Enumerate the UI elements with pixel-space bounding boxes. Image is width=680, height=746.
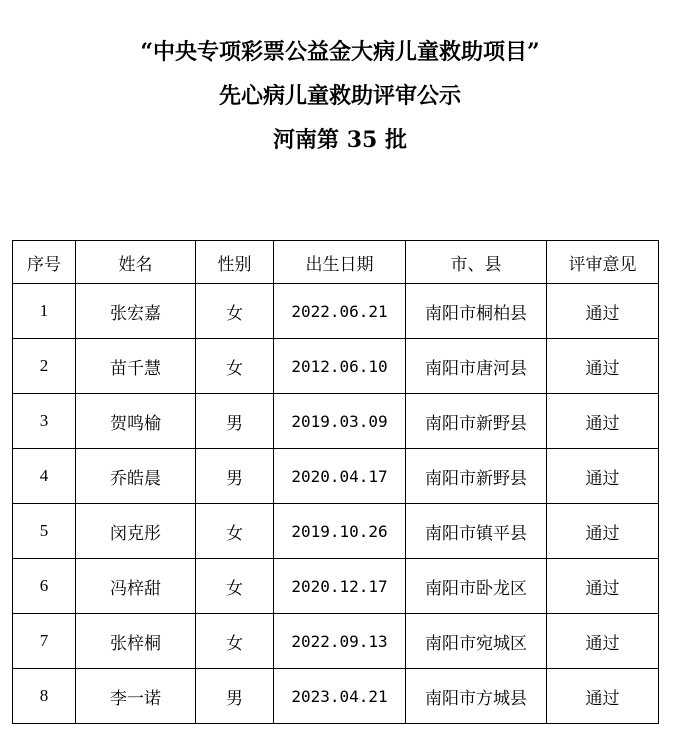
- title-line-batch: 河南第 35 批: [273, 127, 407, 153]
- cell-name: 贺鸣榆: [76, 394, 196, 449]
- cell-opinion: 通过: [547, 339, 659, 394]
- cell-region: 南阳市卧龙区: [406, 559, 547, 614]
- cell-seq: 2: [13, 339, 76, 394]
- table-body: [13, 284, 659, 724]
- header-row: [13, 241, 659, 284]
- col-header-birthdate: 出生日期: [274, 241, 406, 284]
- cell-birthdate: 2019.10.26: [274, 504, 406, 559]
- document-title: [0, 40, 680, 172]
- review-result-table: [12, 240, 659, 724]
- cell-opinion: 通过: [547, 559, 659, 614]
- cell-opinion: 通过: [547, 394, 659, 449]
- cell-gender: 女: [196, 614, 274, 669]
- cell-region: 南阳市宛城区: [406, 614, 547, 669]
- cell-name: 乔皓晨: [76, 449, 196, 504]
- col-header-seq: 序号: [13, 241, 76, 284]
- table-row: [13, 669, 659, 724]
- cell-opinion: 通过: [547, 614, 659, 669]
- cell-gender: 男: [196, 394, 274, 449]
- cell-birthdate: 2023.04.21: [274, 669, 406, 724]
- table-header: [13, 241, 659, 284]
- table-row: [13, 559, 659, 614]
- table-row: [13, 614, 659, 669]
- cell-gender: 男: [196, 669, 274, 724]
- table-row: [13, 339, 659, 394]
- cell-name: 张梓桐: [76, 614, 196, 669]
- cell-gender: 男: [196, 449, 274, 504]
- cell-gender: 女: [196, 559, 274, 614]
- cell-name: 冯梓甜: [76, 559, 196, 614]
- cell-gender: 女: [196, 284, 274, 339]
- cell-seq: 5: [13, 504, 76, 559]
- table-row: [13, 284, 659, 339]
- cell-seq: 8: [13, 669, 76, 724]
- cell-name: 苗千慧: [76, 339, 196, 394]
- cell-region: 南阳市新野县: [406, 394, 547, 449]
- cell-opinion: 通过: [547, 669, 659, 724]
- cell-opinion: 通过: [547, 504, 659, 559]
- col-header-opinion: 评审意见: [547, 241, 659, 284]
- col-header-name: 姓名: [76, 241, 196, 284]
- cell-opinion: 通过: [547, 449, 659, 504]
- cell-birthdate: 2022.09.13: [274, 614, 406, 669]
- col-header-region: 市、县: [406, 241, 547, 284]
- cell-region: 南阳市唐河县: [406, 339, 547, 394]
- cell-region: 南阳市新野县: [406, 449, 547, 504]
- cell-seq: 7: [13, 614, 76, 669]
- cell-seq: 4: [13, 449, 76, 504]
- cell-birthdate: 2022.06.21: [274, 284, 406, 339]
- title-line-project: “中央专项彩票公益金大病儿童救助项目”: [140, 39, 540, 65]
- cell-seq: 1: [13, 284, 76, 339]
- cell-name: 李一诺: [76, 669, 196, 724]
- cell-seq: 6: [13, 559, 76, 614]
- cell-opinion: 通过: [547, 284, 659, 339]
- title-line-subject: 先心病儿童救助评审公示: [218, 83, 461, 109]
- col-header-gender: 性别: [196, 241, 274, 284]
- cell-gender: 女: [196, 339, 274, 394]
- cell-seq: 3: [13, 394, 76, 449]
- cell-gender: 女: [196, 504, 274, 559]
- cell-region: 南阳市桐柏县: [406, 284, 547, 339]
- table-row: [13, 449, 659, 504]
- table-row: [13, 504, 659, 559]
- cell-birthdate: 2020.12.17: [274, 559, 406, 614]
- cell-birthdate: 2012.06.10: [274, 339, 406, 394]
- cell-region: 南阳市方城县: [406, 669, 547, 724]
- cell-birthdate: 2020.04.17: [274, 449, 406, 504]
- cell-name: 张宏嘉: [76, 284, 196, 339]
- cell-name: 闵克彤: [76, 504, 196, 559]
- cell-birthdate: 2019.03.09: [274, 394, 406, 449]
- cell-region: 南阳市镇平县: [406, 504, 547, 559]
- table-row: [13, 394, 659, 449]
